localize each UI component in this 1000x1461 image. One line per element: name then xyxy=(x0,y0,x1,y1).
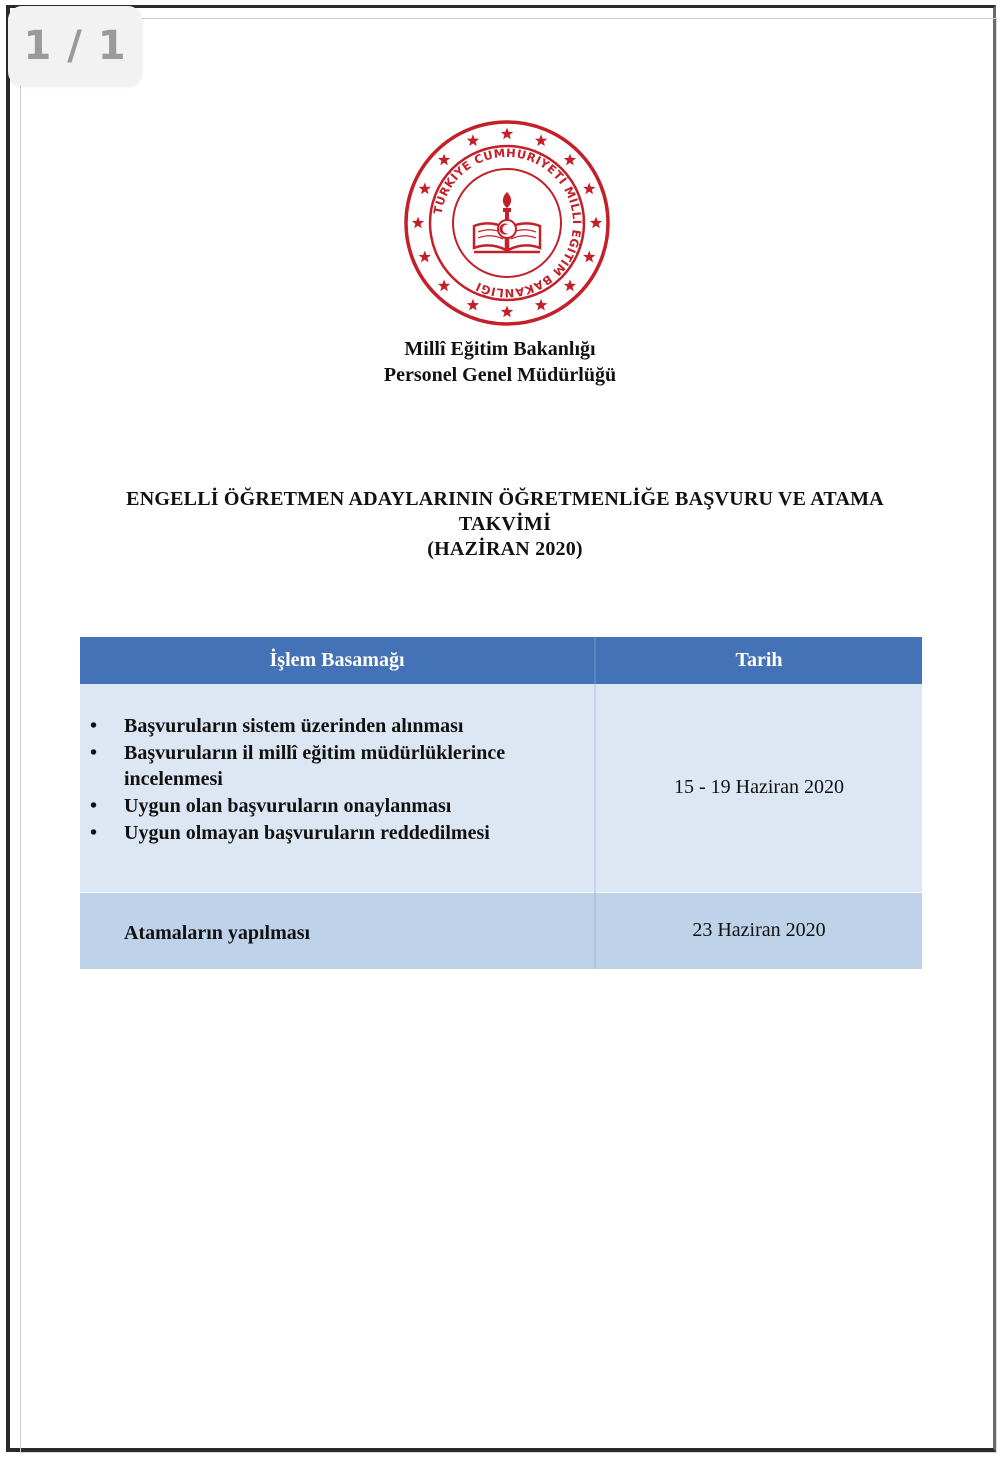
ministry-logo xyxy=(402,118,612,328)
page-indicator: 1 / 1 xyxy=(8,6,142,86)
directorate-name: Personel Genel Müdürlüğü xyxy=(383,364,617,386)
step-cell xyxy=(80,684,595,893)
document-title xyxy=(60,487,950,562)
table-row xyxy=(80,684,922,893)
title-line-2: TAKVİMİ xyxy=(458,513,552,535)
date-cell xyxy=(595,893,922,970)
ministry-name: Millî Eğitim Bakanlığı xyxy=(404,338,596,360)
title-line-3: (HAZİRAN 2020) xyxy=(427,538,583,560)
table-row xyxy=(80,893,922,970)
list-item: • Uygun olan başvuruların onaylanması xyxy=(80,793,564,819)
date-value: 15 - 19 Haziran 2020 xyxy=(674,775,844,798)
step-list xyxy=(80,713,594,863)
list-item: • Uygun olmayan başvuruların reddedilmesi xyxy=(80,820,564,846)
column-header-date: Tarih xyxy=(595,637,922,684)
step-cell xyxy=(80,893,595,970)
list-item: • Başvuruların il millî eğitim müdürlüklerince incelenmesi xyxy=(80,740,564,792)
date-value: 23 Haziran 2020 xyxy=(692,918,826,941)
issuer-header xyxy=(0,336,1000,388)
step-text: Atamaların yapılması xyxy=(124,921,311,944)
column-header-step: İşlem Basamağı xyxy=(80,637,595,684)
title-line-1: ENGELLİ ÖĞRETMEN ADAYLARININ ÖĞRETMENLİĞE BAŞVURU VE ATAMA xyxy=(126,488,884,510)
logo-ring-text: TÜRKİYE CUMHURİYETİ MİLLÎ EĞİTİM BAKANLIĞI xyxy=(430,145,585,301)
schedule-table xyxy=(80,637,922,969)
list-item: • Başvuruların sistem üzerinden alınması xyxy=(80,713,564,739)
date-cell xyxy=(595,684,922,893)
table-header-row xyxy=(80,637,922,684)
